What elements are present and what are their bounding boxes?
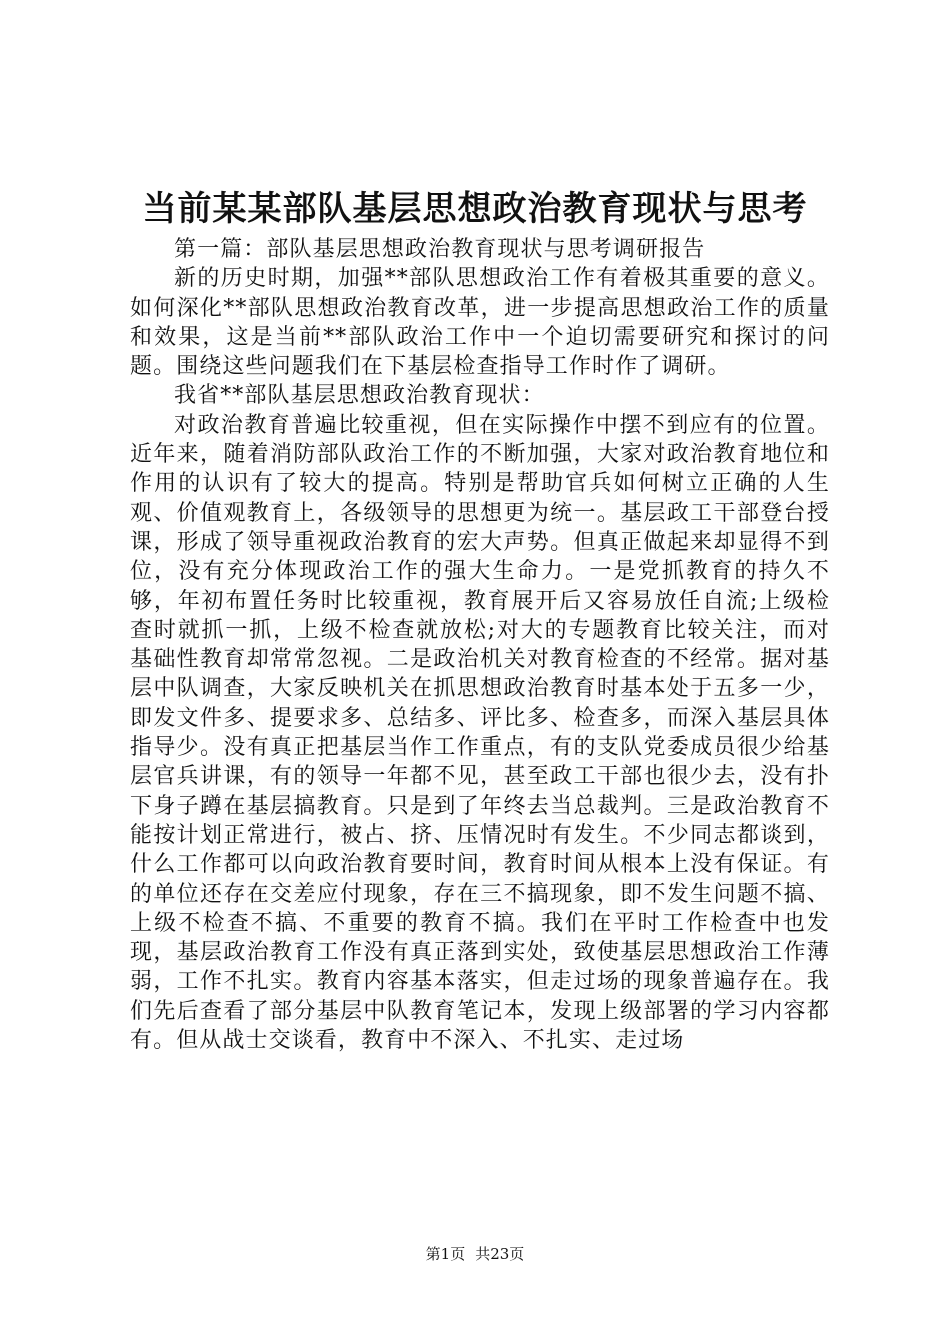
paragraph-main: 对政治教育普遍比较重视，但在实际操作中摆不到应有的位置。近年来，随着消防部队政治工作的不断加强，大家对政治教育地位和作用的认识有了较大的提高。特别是帮助官兵如何树立正确的人生观、价值观教育上，各级领导的思想更为统一。基层政工干部登台授课，形成了领导重视政治教育的宏大声势。但真正做起来却显得不到位，没有充分体现政治工作的强大生命力。一是党抓教育的持久不够，年初布置任务时比较重视，教育展开后又容易放任自流;上级检查时就抓一抓，上级不检查就放松;对大的专题教育比较关注，而对基础性教育却常常忽视。二是政治机关对教育检查的不经常。据对基层中队调查，大家反映机关在抓思想政治教育时基本处于五多一少，即发文件多、提要求多、总结多、评比多、检查多，而深入基层具体指导少。没有真正把基层当作工作重点，有的支队党委成员很少给基层官兵讲课，有的领导一年都不见，甚至政工干部也很少去，没有扑下身子蹲在基层搞教育。只是到了年终去当总裁判。三是政治教育不能按计划正常进行，被占、挤、压情况时有发生。不少同志都谈到，什么工作都可以向政治教育要时间，教育时间从根本上没有保证。有的单位还存在交差应付现象，存在三不搞现象，即不发生问题不搞、上级不检查不搞、不重要的教育不搞。我们在平时工作检查中也发现，基层政治教育工作没有真正落到实处，致使基层思想政治工作薄弱，工作不扎实。教育内容基本落实，但走过场的现象普遍存在。我们先后查看了部分基层中队教育笔记本，发现上级部署的学习内容都有。但从战士交谈看，教育中不深入、不扎实、走过场: [130, 412, 830, 1054]
page-number: 第1页: [425, 1245, 466, 1263]
document-body: [130, 235, 830, 1055]
page-total: 共23页: [475, 1245, 525, 1263]
page-footer: [0, 1244, 950, 1264]
paragraph-subheading: 我省**部队基层思想政治教育现状：: [174, 383, 545, 409]
paragraph-intro: 新的历史时期，加强**部队思想政治工作有着极其重要的意义。如何深化**部队思想政治教育改革，进一步提高思想政治工作的质量和效果，这是当前**部队政治工作中一个迫切需要研究和探讨的问题。围绕这些问题我们在下基层检查指导工作时作了调研。: [130, 266, 830, 380]
section-heading: 第一篇：部队基层思想政治教育现状与思考调研报告: [174, 237, 706, 262]
document-title: 当前某某部队基层思想政治教育现状与思考: [142, 189, 808, 229]
